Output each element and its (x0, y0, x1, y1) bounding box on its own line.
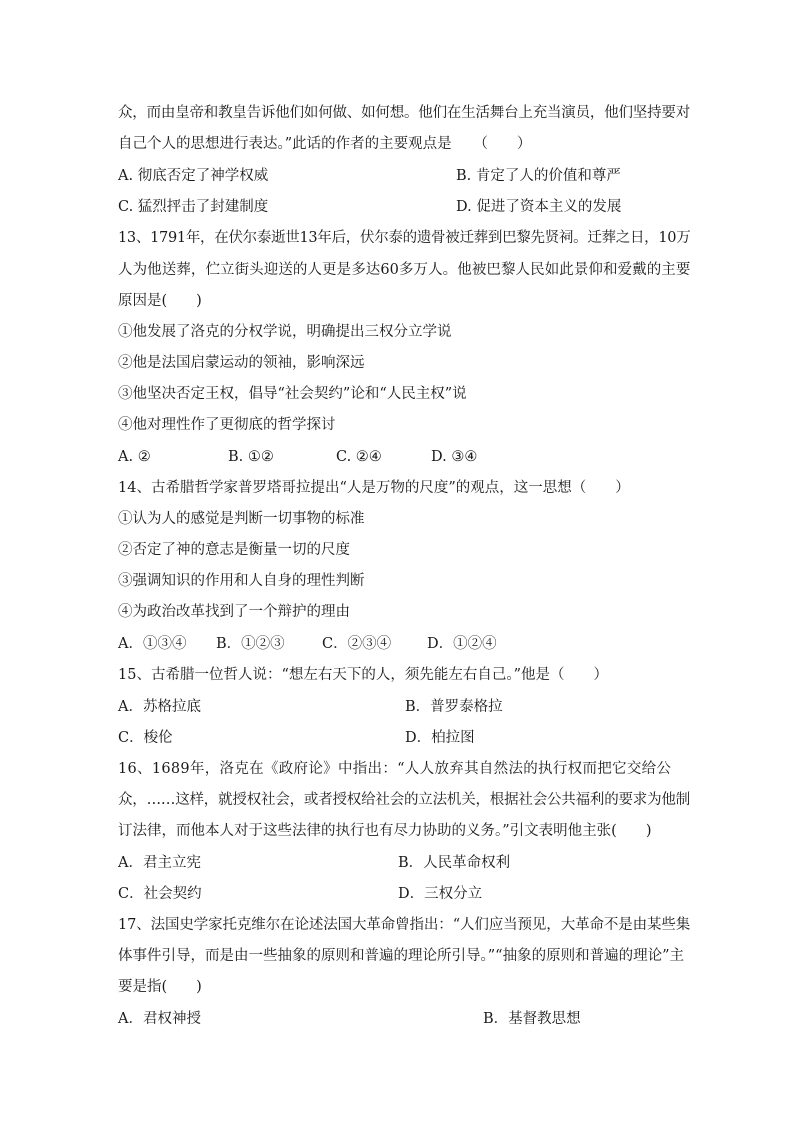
q14-option-a: A．①③④ (118, 636, 187, 652)
q15-option-c: C．梭伦 (118, 730, 173, 746)
q12-option-b: B. 肯定了人的价值和尊严 (456, 168, 621, 184)
q16-option-b: B．人民革命权利 (398, 855, 511, 871)
q13-stem-line-1: 13、1791年，在伏尔泰逝世13年后，伏尔泰的遗骨被迁葬到巴黎先贤祠。迁葬之日，10万 (118, 230, 691, 246)
q15-option-b: B．普罗泰格拉 (405, 699, 503, 715)
q16-stem-line-2: 众，……这样，就授权社会，或者授权给社会的立法机关，根据社会公共福利的要求为他制 (118, 792, 690, 808)
q13-statement-1: ①他发展了洛克的分权学说，明确提出三权分立学说 (118, 324, 452, 340)
q13-statement-3: ③他坚决否定王权，倡导“社会契约”论和“人民主权”说 (118, 386, 467, 402)
q17-option-a: A．君权神授 (118, 1011, 201, 1027)
q14-statement-4: ④为政治改革找到了一个辩护的理由 (118, 604, 350, 620)
q12-stem-line-2: 自己个人的思想进行表达。”此话的作者的主要观点是 （ ） (118, 136, 532, 152)
q13-option-c: C. ②④ (336, 449, 382, 465)
q16-option-c: C．社会契约 (118, 886, 202, 902)
q15-stem: 15、古希腊一位哲人说：“想左右天下的人，须先能左右自己。”他是（ ） (118, 667, 609, 683)
q13-option-b: B. ①② (228, 449, 274, 465)
q14-statement-1: ①认为人的感觉是判断一切事物的标准 (118, 511, 365, 527)
q12-option-d: D. 促进了资本主义的发展 (456, 199, 622, 215)
q12-option-a: A. 彻底否定了神学权威 (118, 168, 269, 184)
q12-stem-line-1: 众，而由皇帝和教皇告诉他们如何做、如何想。他们在生活舞台上充当演员，他们坚持要对 (118, 105, 690, 121)
q13-stem-line-2: 人为他送葬，伫立街头迎送的人更是多达60多万人。他被巴黎人民如此景仰和爱戴的主要 (118, 262, 691, 278)
q14-option-d: D．①②④ (427, 636, 497, 652)
q17-option-b: B．基督教思想 (483, 1011, 581, 1027)
q17-stem-line-3: 要是指( ) (118, 979, 202, 995)
q13-option-a: A. ② (118, 449, 151, 465)
q15-option-a: A．苏格拉底 (118, 699, 201, 715)
q17-stem-line-2: 体事件引导，而是由一些抽象的原则和普遍的理论所引导。”“抽象的原则和普遍的理论”主 (118, 948, 684, 964)
q16-option-a: A．君主立宪 (118, 855, 201, 871)
q14-option-b: B．①②③ (216, 636, 285, 652)
q12-option-c: C. 猛烈抨击了封建制度 (118, 199, 269, 215)
q16-stem-line-3: 订法律，而他本人对于这些法律的执行也有尽力协助的义务。”引文表明他主张( ) (118, 823, 652, 839)
q14-stem: 14、古希腊哲学家普罗塔哥拉提出“人是万物的尺度”的观点，这一思想（ ） (118, 480, 630, 496)
q15-option-d: D．柏拉图 (405, 730, 475, 746)
q14-option-c: C．②③④ (322, 636, 392, 652)
q13-statement-2: ②他是法国启蒙运动的领袖，影响深远 (118, 355, 365, 371)
q13-option-d: D. ③④ (431, 449, 478, 465)
q13-stem-line-3: 原因是( ) (118, 293, 202, 309)
q14-statement-3: ③强调知识的作用和人自身的理性判断 (118, 573, 365, 589)
q13-statement-4: ④他对理性作了更彻底的哲学探讨 (118, 417, 336, 433)
q17-stem-line-1: 17、法国史学家托克维尔在论述法国大革命曾指出：“人们应当预见，大革命不是由某些集 (118, 917, 691, 933)
q16-option-d: D．三权分立 (398, 886, 483, 902)
q14-statement-2: ②否定了神的意志是衡量一切的尺度 (118, 542, 350, 558)
q16-stem-line-1: 16、1689年，洛克在《政府论》中指出：“人人放弃其自然法的执行权而把它交给公 (118, 761, 672, 777)
